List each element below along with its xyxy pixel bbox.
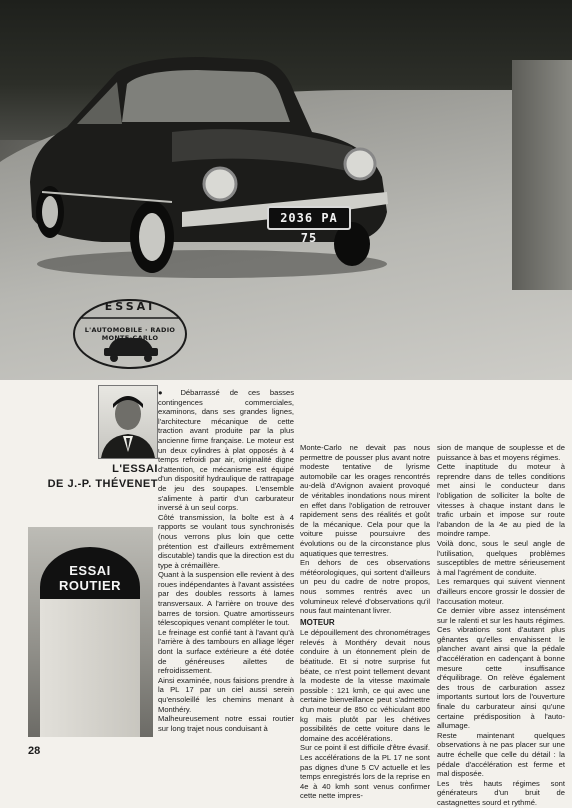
paragraph: En dehors de ces observations météorologiques, qui sortent d'ailleurs un peu du cadre de notre propos, nous sommes rentrés avec un volumineux relevé d'observations qu'il nous faut maintenant livrer. <box>300 558 430 616</box>
essai-badge <box>70 292 190 372</box>
page-number: 28 <box>28 745 41 757</box>
paragraph: Ainsi examinée, nous faisions prendre à la PL 17 par un ciel aussi serein qu'ensoleillé les chemins menant à Monthéry. <box>158 675 294 714</box>
paragraph: Sur ce point il est difficile d'être évasif. Les accélérations de la PL 17 ne sont pas dignes d'une 5 CV actuelle et les temps enregistrés lors de la reprise en 4e à 40 kmh sont venus confirmer cette nette impres- <box>300 743 430 801</box>
text-column-1 <box>158 388 294 733</box>
text-column-2 <box>300 443 430 801</box>
paragraph: Ce dernier vibre assez intensément sur le ralenti et sur les hauts régimes. Ces vibrations sont d'autant plus gênantes qu'elles envahissent le plancher avant ainsi que la pédale d'accélération en cadençant à bonne mesure cette insuffisance d'équilibrage. On relève également des trous de carburation assez importants surtout lors de l'ouverture finale du carburateur ainsi qu'une certaine prédisposition à l'auto-allumage. <box>437 606 565 731</box>
milestone-label: ESSAI ROUTIER <box>59 563 121 593</box>
paragraph: Voilà donc, sous le seul angle de l'utilisation, quelques problèmes susceptibles de mettre sérieusement à mal l'agrément de conduite. <box>437 538 565 577</box>
paragraph: Reste maintenant quelques observations à ne pas placer sur une autre échelle que celle du détail : la pédale d'accélération est ferme et mal disposée. <box>437 730 565 779</box>
paragraph: sion de manque de souplesse et de puissance à bas et moyens régimes. <box>437 443 565 462</box>
byline-line-1: L'ESSAI <box>112 463 158 475</box>
paragraph: Le freinage est confié tant à l'avant qu'à l'arrière à des tambours en alliage léger dont la surface extérieure a été dotée de généreuses ailettes de refroidissement. <box>158 627 294 676</box>
paragraph: ● Débarrassé de ces basses contingences commerciales, examinons, dans ses grandes lignes, l'architecture mécanique de cette traction avant produite par la plus ancienne firme française. Le moteur est un deux cylindres à plat opposés à 4 temps refroidi par air, originalité digne d'attention, ce mécanisme est équipé d'un dispositif hydraulique de rattrapage de jeu des soupapes. L'ensemble s'alimente à partir d'un carburateur inversé à un seul corps. <box>158 388 294 513</box>
paragraph: Côté transmission, la boîte est à 4 rapports se voulant tous synchronisés (nous verrons plus loin que cette prétention est d'ailleurs extrêmement discutable) tandis que la direction est du type à crémaillère. <box>158 512 294 570</box>
paragraph: Quant à la suspension elle revient à des roues indépendantes à l'avant assistées par des doubles ressorts à lames transversaux. A l'arrière on trouve des barres de torsion. Quatre amortisseurs télescopiques venant compléter le tout. <box>158 570 294 628</box>
paragraph: Monte-Carlo ne devait pas nous permettre de pousser plus avant notre modeste tentative de lyrisme automobile car les orages rencontrés au-delà d'Avignon avaient provoqué de véritables inondations nous mirent en effet dans l'obligation de retrouver rapidement sens des réalités et goût de la mécanique. Cela pour que la voiture puisse poursuivre des évolutions ou de la circonstance plus aquatiques que terrestres. <box>300 443 430 558</box>
badge-title: ESSAI <box>104 300 156 313</box>
author-byline <box>30 462 158 492</box>
paragraph: Cette inaptitude du moteur à reprendre dans de telles conditions met ainsi le conducteur dans l'obligation de solliciter la boîte de vitesses à chaque instant dans le trafic urbain et impose sur route l'abandon de la 4e au pied de la moindre rampe. <box>437 462 565 539</box>
paragraph: Le dépouillement des chronométrages relevés à Monthéry devait nous conduire à un étonnement plein de béatitude. Et si notre surprise fut béate, ce n'est point tellement devant la modeste de la vitesse maximale possible : 121 kmh, ce qui avec une certaine bienveillance peut s'admettre d'un moteur de 850 cc véhiculant 800 kg mais plutôt par les chétives possibilités de cette voiture dans le domaine des accélérations. <box>300 628 430 743</box>
paragraph: Malheureusement notre essai routier sur long trajet nous conduisant à <box>158 714 294 733</box>
byline-line-2: DE J.-P. THÉVENET <box>47 478 158 490</box>
badge-subtitle: L'AUTOMOBILE · RADIO MONTE-CARLO <box>84 326 176 342</box>
paragraph: Les remarques qui suivent viennent d'ailleurs encore grossir le dossier de l'accusation moteur. <box>437 577 565 606</box>
section-heading: MOTEUR <box>300 617 335 627</box>
license-plate: 2036 PA 75 <box>267 206 351 230</box>
paragraph: Les très hauts régimes sont générateurs d'un bruit de castagnettes sourd et rythmé. <box>437 778 565 807</box>
roadside-bank <box>512 60 572 290</box>
text-column-3 <box>437 443 565 808</box>
author-portrait <box>98 385 158 459</box>
car-photo <box>0 0 572 380</box>
person-icon <box>99 386 157 458</box>
milestone-photo <box>28 527 153 737</box>
car-illustration <box>22 52 392 282</box>
